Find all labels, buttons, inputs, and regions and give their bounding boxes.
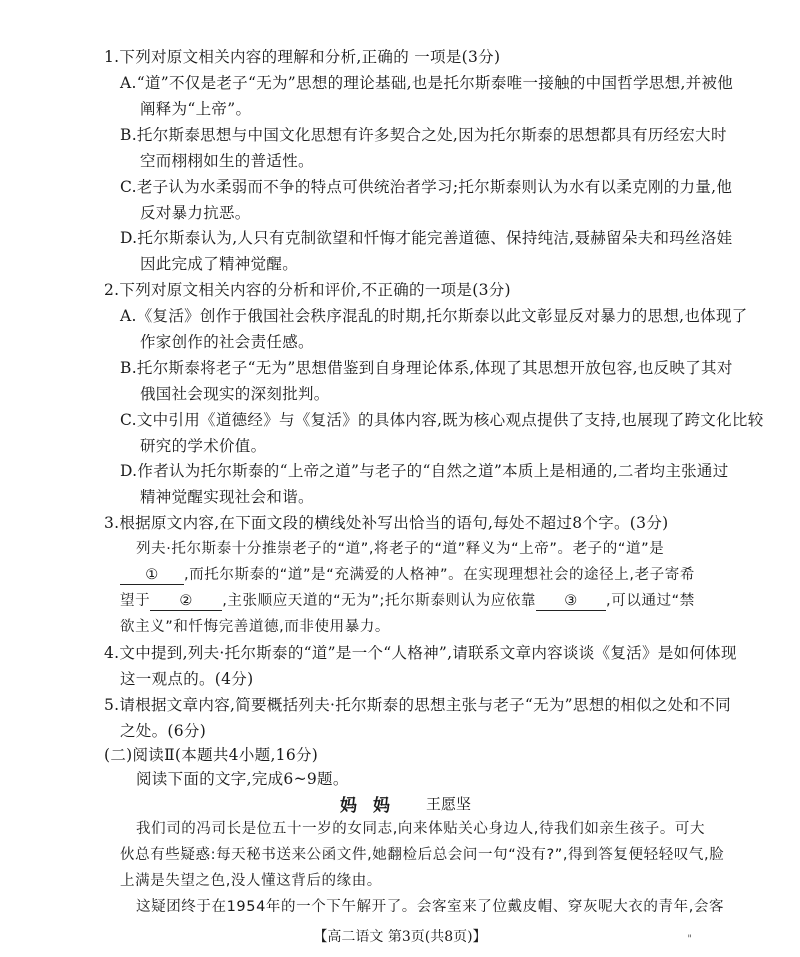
q2-option-d-line1: D.作者认为托尔斯泰的“上帝之道”与老子的“自然之道”本质上是相通的,二者均主张通过	[120, 462, 729, 480]
q1-option-d-line1: D.托尔斯泰认为,人只有克制欲望和忏悔才能完善道德、保持纯洁,聂赫留朵夫和玛丝洛娃	[120, 229, 733, 247]
q3-passage-line2	[120, 564, 695, 586]
q1-option-b-line1: B.托尔斯泰思想与中国文化思想有许多契合之处,因为托尔斯泰的思想都具有历经宏大时	[120, 126, 727, 144]
q4-line1: 4.文中提到,列夫·托尔斯泰的“道”是一个“人格神”,请联系文章内容谈谈《复活》是如何体现	[104, 644, 737, 662]
q1-option-b-line2: 空而栩栩如生的普适性。	[140, 152, 314, 170]
q3-passage-line4: 欲主义”和忏悔完善道德,而非使用暴力。	[120, 619, 391, 635]
q2-option-c-line1: C.文中引用《道德经》与《复活》的具体内容,既为核心观点提供了支持,也展现了跨文化比较	[120, 411, 764, 429]
q2-option-c-line2: 研究的学术价值。	[140, 437, 267, 455]
q2-option-b-line2: 俄国社会现实的深刻批判。	[140, 385, 330, 403]
q3-passage-line3-start: 望于	[120, 593, 151, 609]
story-paragraph-line1: 我们司的冯司长是位五十一岁的女同志,向来体贴关心身边人,待我们如亲生孩子。可大	[136, 821, 706, 837]
story-title: 妈妈	[340, 796, 406, 816]
q3-passage-line2-text: ,而托尔斯泰的“道”是“充满爱的人格神”。在实现理想社会的途径上,老子寄希	[184, 567, 695, 583]
q5-line1: 5.请根据文章内容,简要概括列夫·托尔斯泰的思想主张与老子“无为”思想的相似之处和不同	[104, 696, 731, 714]
q3-passage-line1: 列夫·托尔斯泰十分推崇老子的“道”,将老子的“道”释义为“上帝”。老子的“道”是	[136, 541, 665, 557]
q1-option-d-line2: 因此完成了精神觉醒。	[140, 255, 299, 273]
q1-stem: 1.下列对原文相关内容的理解和分析,正确的 一项是(3分)	[104, 48, 501, 66]
q5-line2: 之处。(6分)	[120, 722, 207, 740]
section-header: (二)阅读Ⅱ(本题共4小题,16分)	[104, 746, 319, 764]
story-paragraph-line3: 上满是失望之色,没人懂这背后的缘由。	[120, 873, 382, 889]
q1-option-a-line2: 阐释为“上帝”。	[140, 100, 252, 118]
q2-option-a-line2: 作家创作的社会责任感。	[140, 333, 314, 351]
story-author: 王愿坚	[426, 795, 472, 813]
q3-blank-1[interactable]: ①	[120, 566, 184, 585]
section-instruction: 阅读下面的文字,完成6~9题。	[136, 770, 349, 788]
page-footer: 【高二语文 第3页(共8页)】	[313, 929, 487, 945]
q3-blank-3[interactable]: ③	[536, 592, 606, 611]
q2-stem: 2.下列对原文相关内容的分析和评价,不正确的一项是(3分)	[104, 281, 511, 299]
q3-passage-line3-end: ,可以通过“禁	[606, 593, 695, 609]
q1-option-a-line1: A.“道”不仅是老子“无为”思想的理论基础,也是托尔斯泰唯一接触的中国哲学思想,并被他	[120, 74, 734, 92]
q3-blank-2[interactable]: ②	[150, 592, 222, 611]
q3-stem: 3.根据原文内容,在下面文段的横线处补写出恰当的语句,每处不超过8个字。(3分)	[104, 514, 669, 532]
story-paragraph-line2: 伙总有些疑惑:每天秘书送来公函文件,她翻检后总会问一句“没有?”,得到答复便轻轻叹气,脸	[120, 847, 725, 863]
corner-mark: "	[687, 934, 692, 945]
q2-option-d-line2: 精神觉醒实现社会和谐。	[140, 488, 314, 506]
q2-option-a-line1: A.《复活》创作于俄国社会秩序混乱的时期,托尔斯泰以此文彰显反对暴力的思想,也体现了	[120, 307, 748, 325]
q1-option-c-line1: C.老子认为水柔弱而不争的特点可供统治者学习;托尔斯泰则认为水有以柔克刚的力量,他	[120, 178, 733, 196]
q3-passage-line3	[120, 590, 695, 612]
story-paragraph-line4: 这疑团终于在1954年的一个下午解开了。会客室来了位戴皮帽、穿灰呢大衣的青年,会客	[136, 899, 725, 915]
q4-line2: 这一观点的。(4分)	[120, 670, 254, 688]
q1-option-c-line2: 反对暴力抗恶。	[140, 204, 251, 222]
q2-option-b-line1: B.托尔斯泰将老子“无为”思想借鉴到自身理论体系,体现了其思想开放包容,也反映了其对	[120, 359, 733, 377]
q3-passage-line3-mid: ,主张顺应天道的“无为”;托尔斯泰则认为应依靠	[222, 593, 537, 609]
